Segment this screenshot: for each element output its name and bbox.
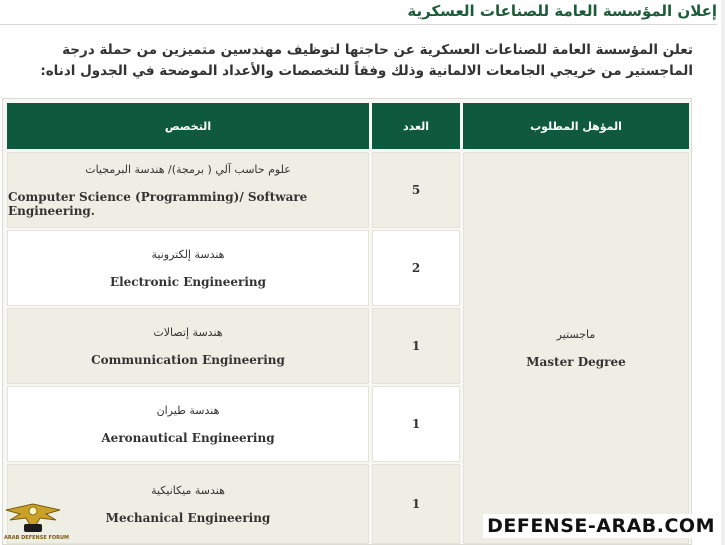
- qualification-ar: ماجستير: [556, 327, 596, 341]
- table-row-count: [372, 308, 460, 384]
- count-value: 1: [411, 417, 421, 431]
- watermark-text: DEFENSE-ARAB.COM: [483, 514, 719, 538]
- specialty-ar: علوم حاسب آلي ( برمجة)/ هندسة البرمجيات: [85, 162, 291, 176]
- specialty-ar: هندسة طيران: [156, 403, 220, 417]
- specialty-ar: هندسة إتصالات: [153, 325, 223, 339]
- specialty-ar: هندسة إلكترونية: [151, 247, 225, 261]
- specialty-ar: هندسة ميكانيكية: [151, 483, 225, 497]
- specialty-en: Computer Science (Programming)/ Software Engineering.: [8, 189, 308, 218]
- header-qualification: المؤهل المطلوب: [463, 103, 689, 149]
- watermark-logo-text: ARAB DEFENSE FORUM: [4, 535, 70, 541]
- scrollbar[interactable]: [721, 0, 725, 545]
- table-row-specialty: [7, 152, 369, 228]
- qualification-cell: [463, 152, 689, 544]
- count-value: 2: [411, 261, 421, 275]
- table-row-count: [372, 230, 460, 306]
- header-specialty: التخصص: [7, 103, 369, 149]
- intro-paragraph: تعلن المؤسسة العامة للصناعات العسكرية عن حاجتها لتوظيف مهندسين متميزين من حملة درجة الماجستير من خريجي الجامعات الالمانية وذلك وفقاً للتخصصات والأعداد الموضحة في الجدول ادناه:: [40, 42, 693, 79]
- qualification-en: Master Degree: [526, 354, 626, 369]
- count-value: 1: [411, 497, 421, 511]
- table-row-count: [372, 464, 460, 544]
- header-count: العدد: [372, 103, 460, 149]
- positions-table: [2, 98, 692, 545]
- table-row-count: [372, 152, 460, 228]
- table-row-specialty: [7, 308, 369, 384]
- specialty-en: Aeronautical Engineering: [101, 430, 275, 445]
- specialty-en: Mechanical Engineering: [105, 510, 271, 525]
- table-row-specialty: [7, 230, 369, 306]
- table-row-count: [372, 386, 460, 462]
- count-value: 1: [411, 339, 421, 353]
- specialty-en: Electronic Engineering: [109, 274, 267, 289]
- count-value: 5: [411, 183, 421, 197]
- table-row-specialty: [7, 386, 369, 462]
- page-title: إعلان المؤسسة العامة للصناعات العسكرية: [0, 0, 717, 25]
- specialty-en: Communication Engineering: [91, 352, 285, 367]
